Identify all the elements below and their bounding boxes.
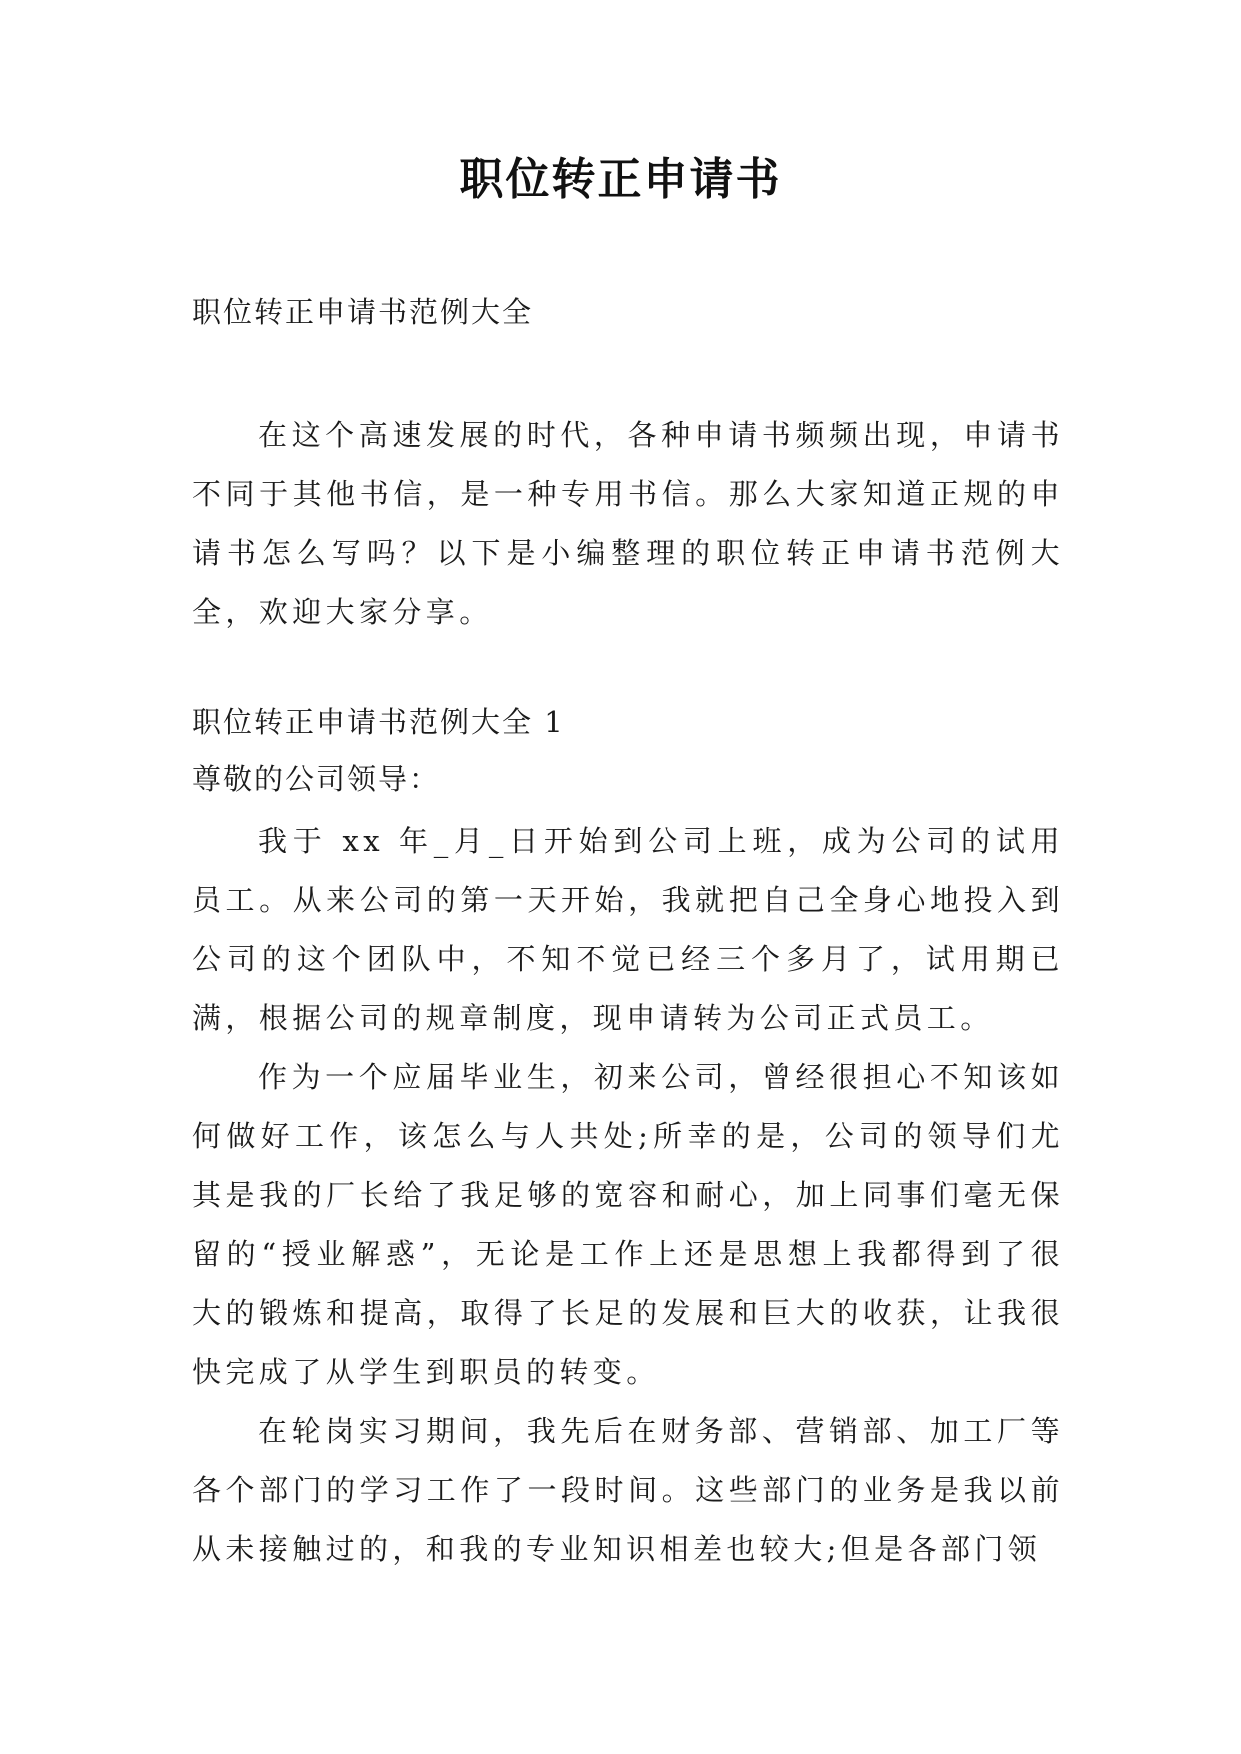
- body-paragraph: 我于 xx 年_月_日开始到公司上班，成为公司的试用员工。从来公司的第一天开始，我就把自己全身心地投入到公司的这个团队中，不知不觉已经三个多月了，试用期已满，根据公司的规章制度，现申请转为公司正式员工。: [192, 824, 1064, 1035]
- intro-paragraph: 在这个高速发展的时代，各种申请书频频出现，申请书不同于其他书信，是一种专用书信。那么大家知道正规的申请书怎么写吗？以下是小编整理的职位转正申请书范例大全，欢迎大家分享。: [192, 418, 1064, 629]
- document-title: 职位转正申请书: [459, 154, 782, 205]
- salutation: 尊敬的公司领导：: [192, 762, 441, 796]
- body-paragraph: 在轮岗实习期间，我先后在财务部、营销部、加工厂等各个部门的学习工作了一段时间。这些部门的业务是我以前从未接触过的，和我的专业知识相差也较大;但是各部门领: [192, 1414, 1064, 1566]
- body-paragraph: 作为一个应届毕业生，初来公司，曾经很担心不知该如何做好工作，该怎么与人共处;所幸的是，公司的领导们尤其是我的厂长给了我足够的宽容和耐心，加上同事们毫无保留的“授业解惑”，无论是工作上还是思想上我都得到了很大的锻炼和提高，取得了长足的发展和巨大的收获，让我很快完成了从学生到职员的转变。: [192, 1060, 1064, 1389]
- document-subtitle: 职位转正申请书范例大全: [192, 295, 534, 329]
- section-heading: 职位转正申请书范例大全 1: [192, 705, 565, 739]
